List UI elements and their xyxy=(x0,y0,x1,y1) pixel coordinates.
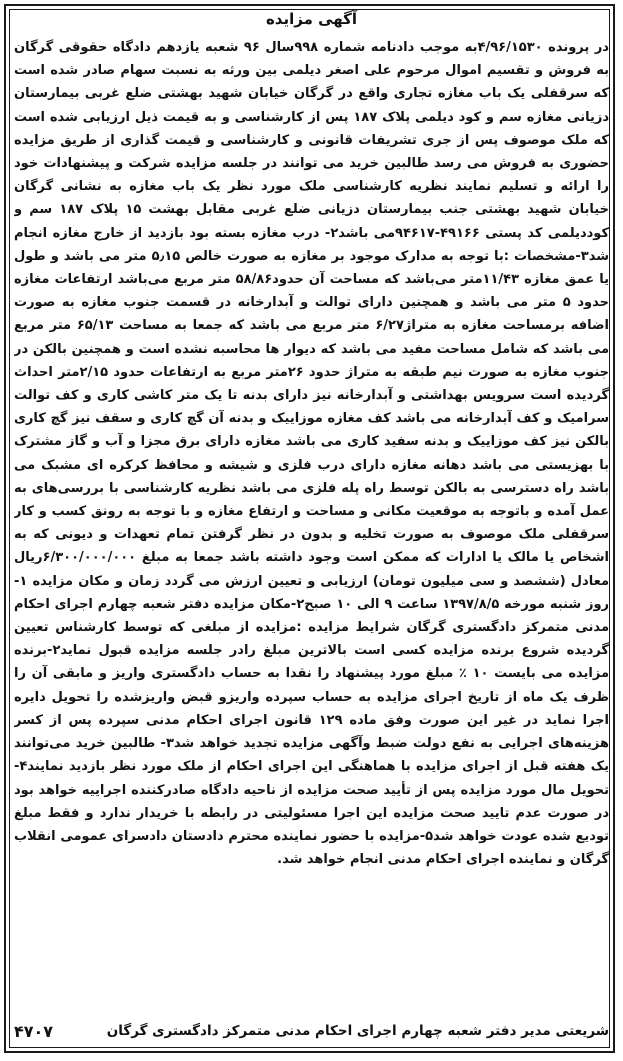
notice-footer xyxy=(14,1019,609,1043)
notice-title: آگهی مزایده xyxy=(265,10,358,28)
notice-signature: شریعتی مدیر دفتر شعبه چهارم اجرای احکام مدنی متمرکز دادگستری گرگان xyxy=(106,1023,609,1039)
notice-body: در پرونده ۴/۹۶/۱۵۳۰به موجب دادنامه شماره ۹۹۸سال ۹۶ شعبه یازدهم دادگاه حقوقی گرگان به فروش و تقسیم اموال مرحوم علی اصغر دیلمی بین ورثه به نسبت سهام صادر شده است که سرقفلی یک باب مغازه تجاری واقع در گرگان خیابان شهید بهشتی ضلع غربی بیمارستان دزیانی مغازه سم و کود دیلمی پلاک ۱۸۷ پس از کارشناسی و به قیمت ذیل ارزیابی شده است که ملک موصوف پس از جری تشریفات قانونی و کارشناسی و قیمت گذاری از طریق مزایده حضوری به فروش می رسد طالبین خرید می توانند در جلسه مزایده شرکت و پیشنهادات خود را ارائه و تسلیم نمایند نظریه کارشناسی ملک مورد نظر یک باب مغازه به نشانی گرگان خیابان شهید بهشتی جنب بیمارستان دزیانی ضلع غربی مقابل بهشت ۱۵ پلاک ۱۸۷ سم و کوددیلمی کد پستی ۴۹۱۶۶-۹۴۶۱۷می باشد۲- درب مغازه بسته بود بازدید از خارج مغازه انجام شد۳-مشخصات :با توجه به مدارک موجود بر مغازه به صورت خالص ۵٫۱۵ متر می باشد و طول یا عمق مغازه ۱۱/۴۳متر می‌باشد که مساحت آن حدود۵۸/۸۶ متر مربع می‌باشد ارتفاعات مغازه حدود ۵ متر می باشد و همچنین دارای توالت و آبدارخانه در قسمت جنوب مغازه به صورت اضافه برمساحت مغازه به متراژ۶/۲۷ متر مربع می باشد که جمعا به مساحت ۶۵/۱۳ متر مربع می باشد که شامل مساحت مفید می باشد که دیوار ها محاسبه نشده است و همچنین بالکن در جنوب مغازه به صورت نیم طبقه به متراژ حدود ۲۶متر مربع به ارتفاعات حدود ۲/۱۵متر احداث گردیده است سرویس بهداشتی و آبدارخانه نیز دارای بدنه تا یک متر کاشی کاری و کف توالت سرامیک و کف آبدارخانه می باشد کف مغازه موزاییک و بدنه آن گچ کاری و سقف نیز گچ کاری بالکن نیز کف موزاییک و بدنه سفید کاری می باشد مغازه دارای برق مجزا و آب و گاز مشترک با بهزیستی می باشد دهانه مغازه دارای درب فلزی و شیشه و محافظ کرکره ای مشبک می باشد راه دسترسی به بالکن توسط راه پله فلزی می باشد نظریه کارشناسی با بررسی‌های به عمل آمده و باتوجه به موقعیت مکانی و مساحت و ارتفاع مغازه و با توجه به رونق کسب و کار سرقفلی ملک موصوف به صورت تخلیه و بدون در نظر گرفتن تمام تعهدات و دیونی که به اشخاص یا مالک یا ادارات که ممکن است وجود داشته باشد جمعا به مبلغ ۶/۳۰۰/۰۰۰/۰۰۰ریال معادل (ششصد و سی میلیون تومان) ارزیابی و تعیین ارزش می گردد زمان و مکان مزایده ۱-روز شنبه مورخه ۱۳۹۷/۸/۵ ساعت ۹ الی ۱۰ صبح۲-مکان مزایده دفتر شعبه چهارم اجرای احکام مدنی متمرکز دادگستری گرگان شرایط مزایده :مزایده از مبلغی که توسط کارشناس تعیین گردیده شروع برنده مزایده کسی است بالاترین مبلغ رادر جلسه مزایده قبول نماید۲-برنده مزایده می بایست ۱۰ ٪ مبلغ مورد پیشنهاد را نقدا به حساب دادگستری واریز و مابقی آن را ظرف یک ماه از تاریخ اجرای مزایده به حساب سپرده واریزو قبض واریزشده را تحویل دایره اجرا نماید در غیر این صورت وفق ماده ۱۲۹ قانون اجرای احکام مدنی سپرده پس از کسر هزینه‌های اجرایی به نفع دولت ضبط وآگهی مزایده تجدید خواهد شد۳- طالبین خرید می‌توانند یک هفته قبل از اجرای مزایده با هماهنگی این اجرای احکام از ملک مورد نظر بازدید نمایند۴- تحویل مال مورد مزایده پس از تأیید صحت مزایده از ناحیه دادگاه صادرکننده اجراییه خواهد بود در صورت عدم تایید صحت مزایده این اجرا مسئولیتی در رابطه با خریدار ندارد و فقط مبلغ تودیع شده عودت خواهد شد۵-مزایده با حضور نماینده محترم دادستان دادسرای عمومی انقلاب گرگان و نماینده اجرای احکام مدنی انجام خواهد شد. xyxy=(14,40,609,868)
notice-code: ۴۷۰۷ xyxy=(14,1021,54,1041)
